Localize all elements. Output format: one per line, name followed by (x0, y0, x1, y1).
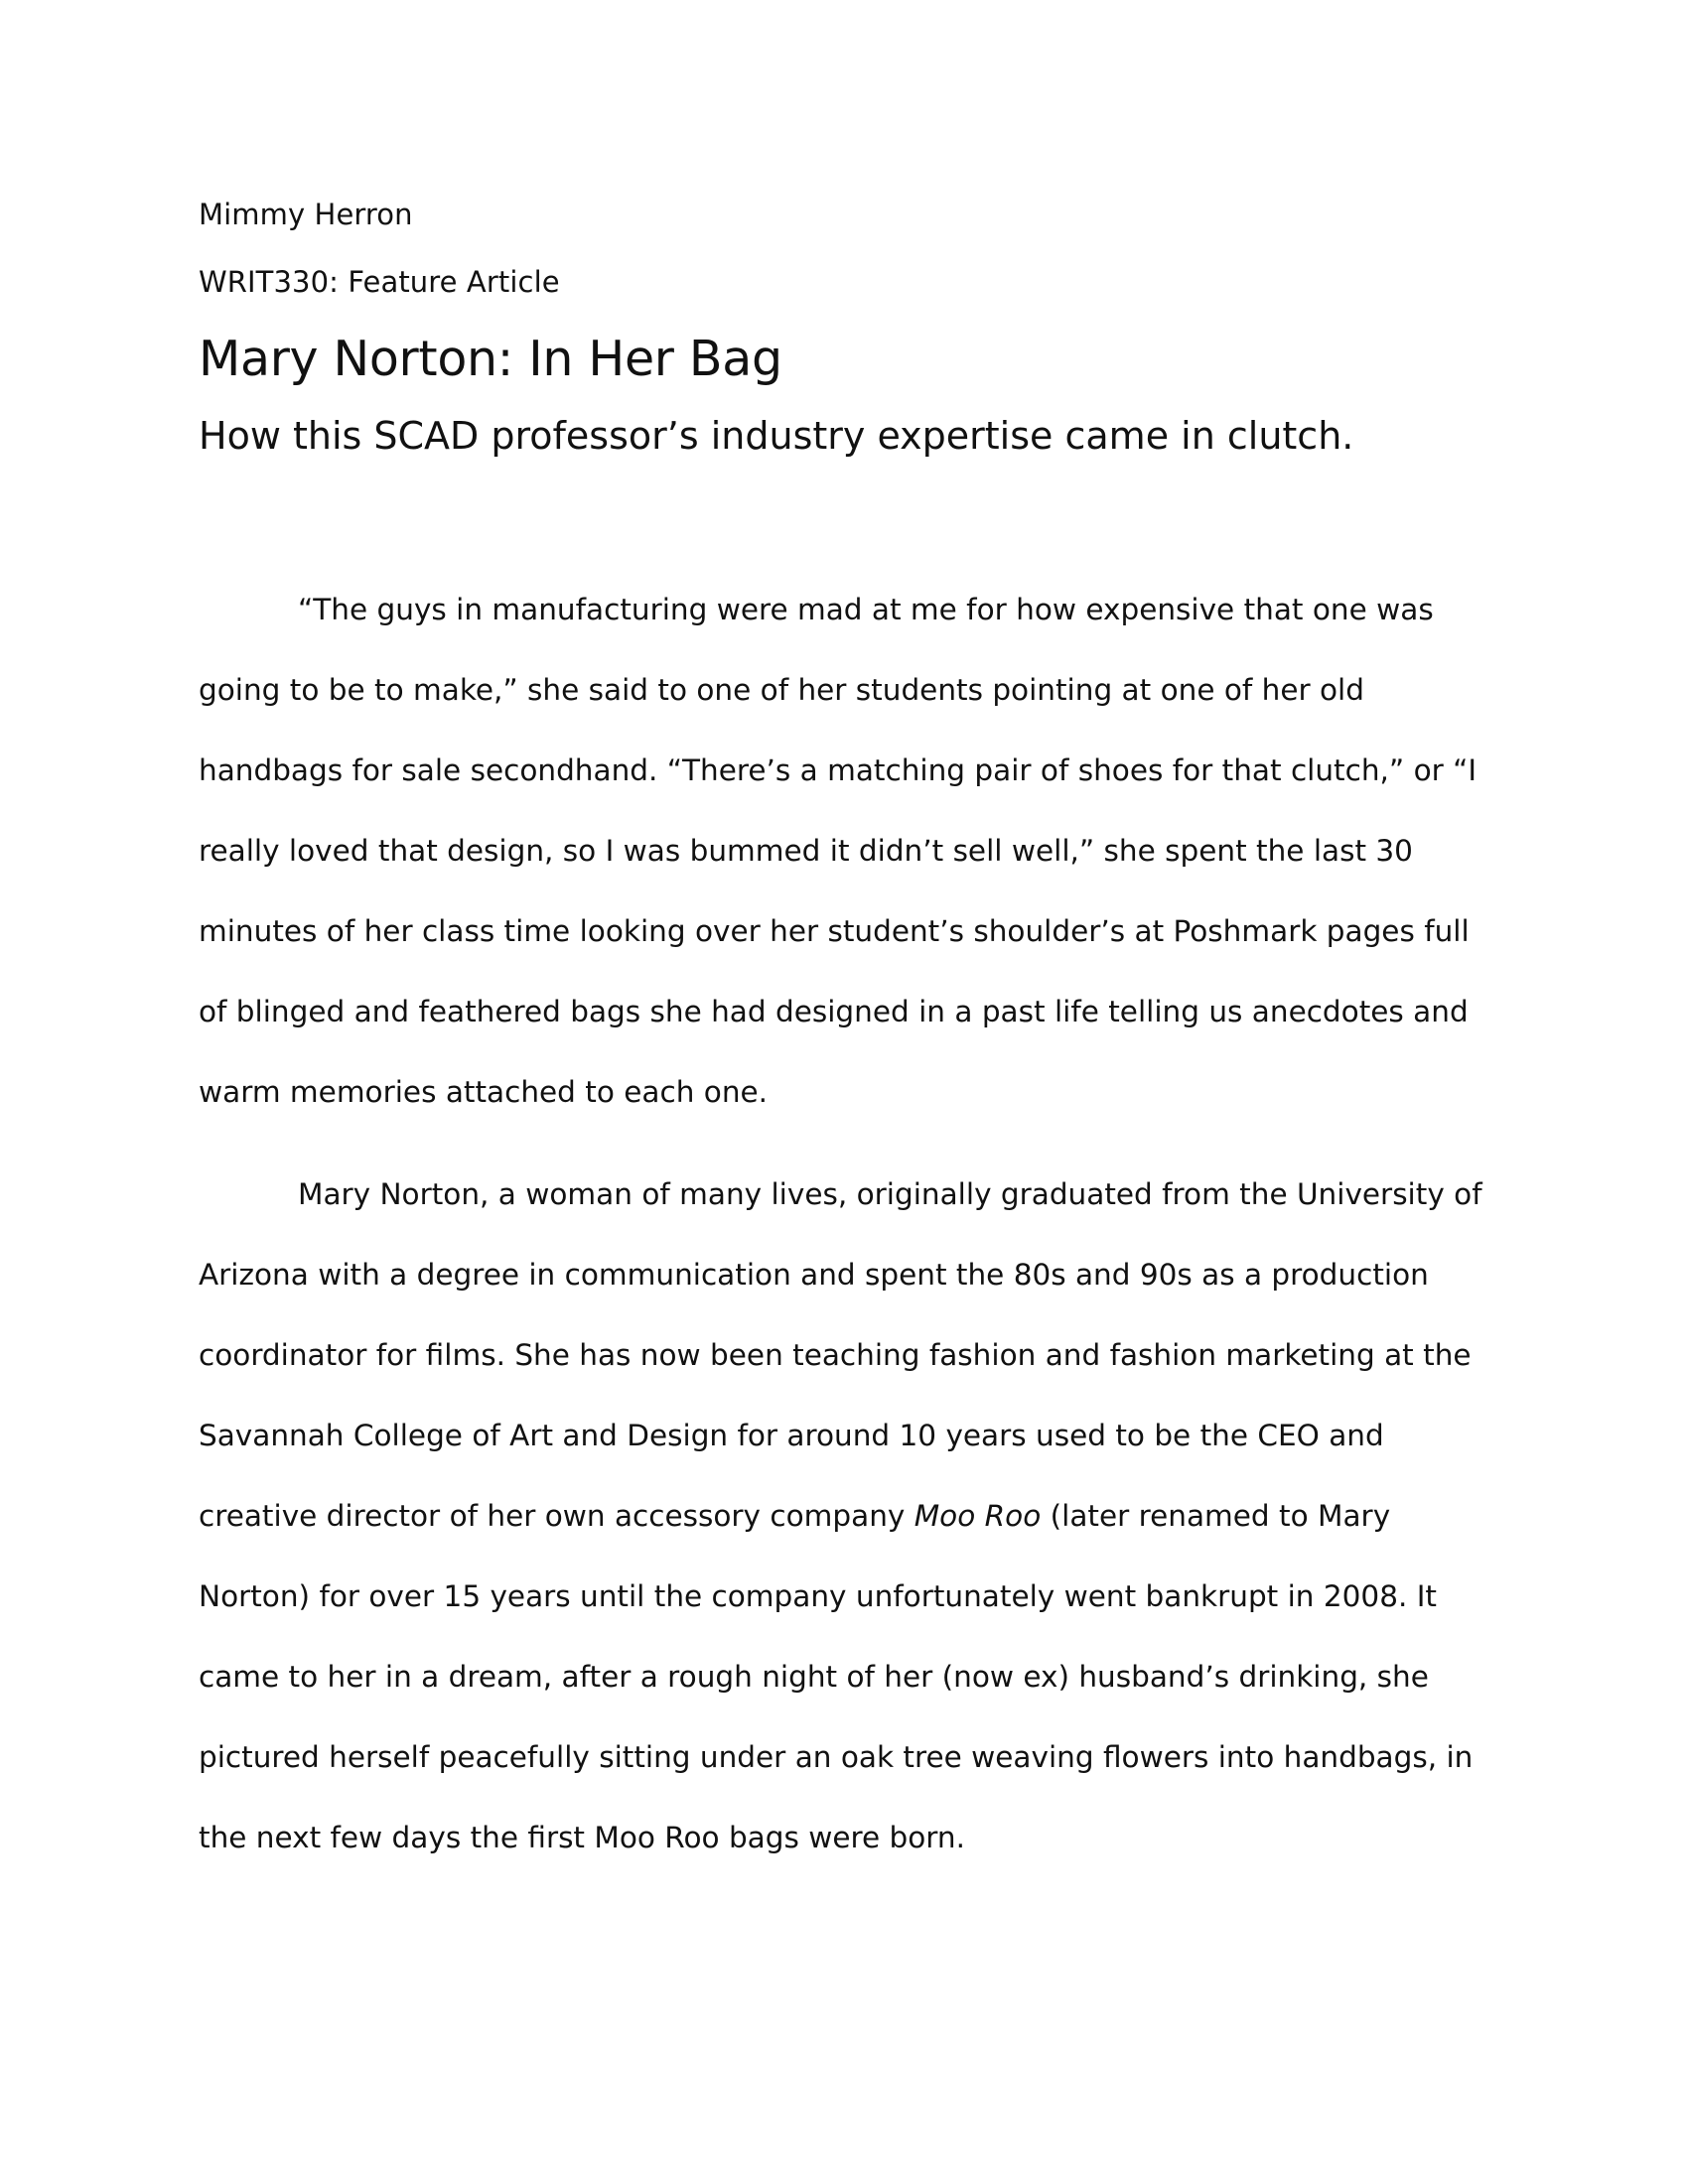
paragraph-1: “The guys in manufacturing were mad at me for how expensive that one was going to be to make,” she said to one of her students pointing at one of her old handbags for sale secondhand. “There’s a matching pair of shoes for that clutch,” or “I really loved that design, so I was bummed it didn’t sell well,” she spent the last 30 minutes of her class time looking over her student’s shoulder’s at Poshmark pages full of blinged and feathered bags she had designed in a past life telling us anecdotes and warm memories attached to each one. (199, 593, 1477, 1109)
course-label: WRIT330: Feature Article (199, 265, 560, 299)
author-name: Mimmy Herron (199, 198, 413, 231)
article-subtitle: How this SCAD professor’s industry expertise came in clutch. (199, 414, 1354, 458)
paragraph-2 (199, 1155, 1489, 1878)
article-title: Mary Norton: In Her Bag (199, 331, 782, 387)
paragraph-2-text-start: Mary Norton, a woman of many lives, originally graduated from the University of Arizona with a degree in communication and spent the 80s and 90s as a production coordinator for films. She has now been teaching fashion and fashion marketing at the Savannah College of Art and Design for around 10 years used to be the CEO and creative director of her own accessory company (199, 1177, 1482, 1533)
company-name-italic: Moo Roo (914, 1499, 1042, 1533)
page-content (199, 195, 1489, 1900)
paragraph-2-text-end: (later renamed to Mary Norton) for over 15 years until the company unfortunately went bankrupt in 2008. It came to her in a dream, after a rough night of her (now ex) husband’s drinking, she pictured herself peacefully sitting under an oak tree weaving flowers into handbags, in the next few days the first Moo Roo bags were born. (199, 1499, 1474, 1854)
